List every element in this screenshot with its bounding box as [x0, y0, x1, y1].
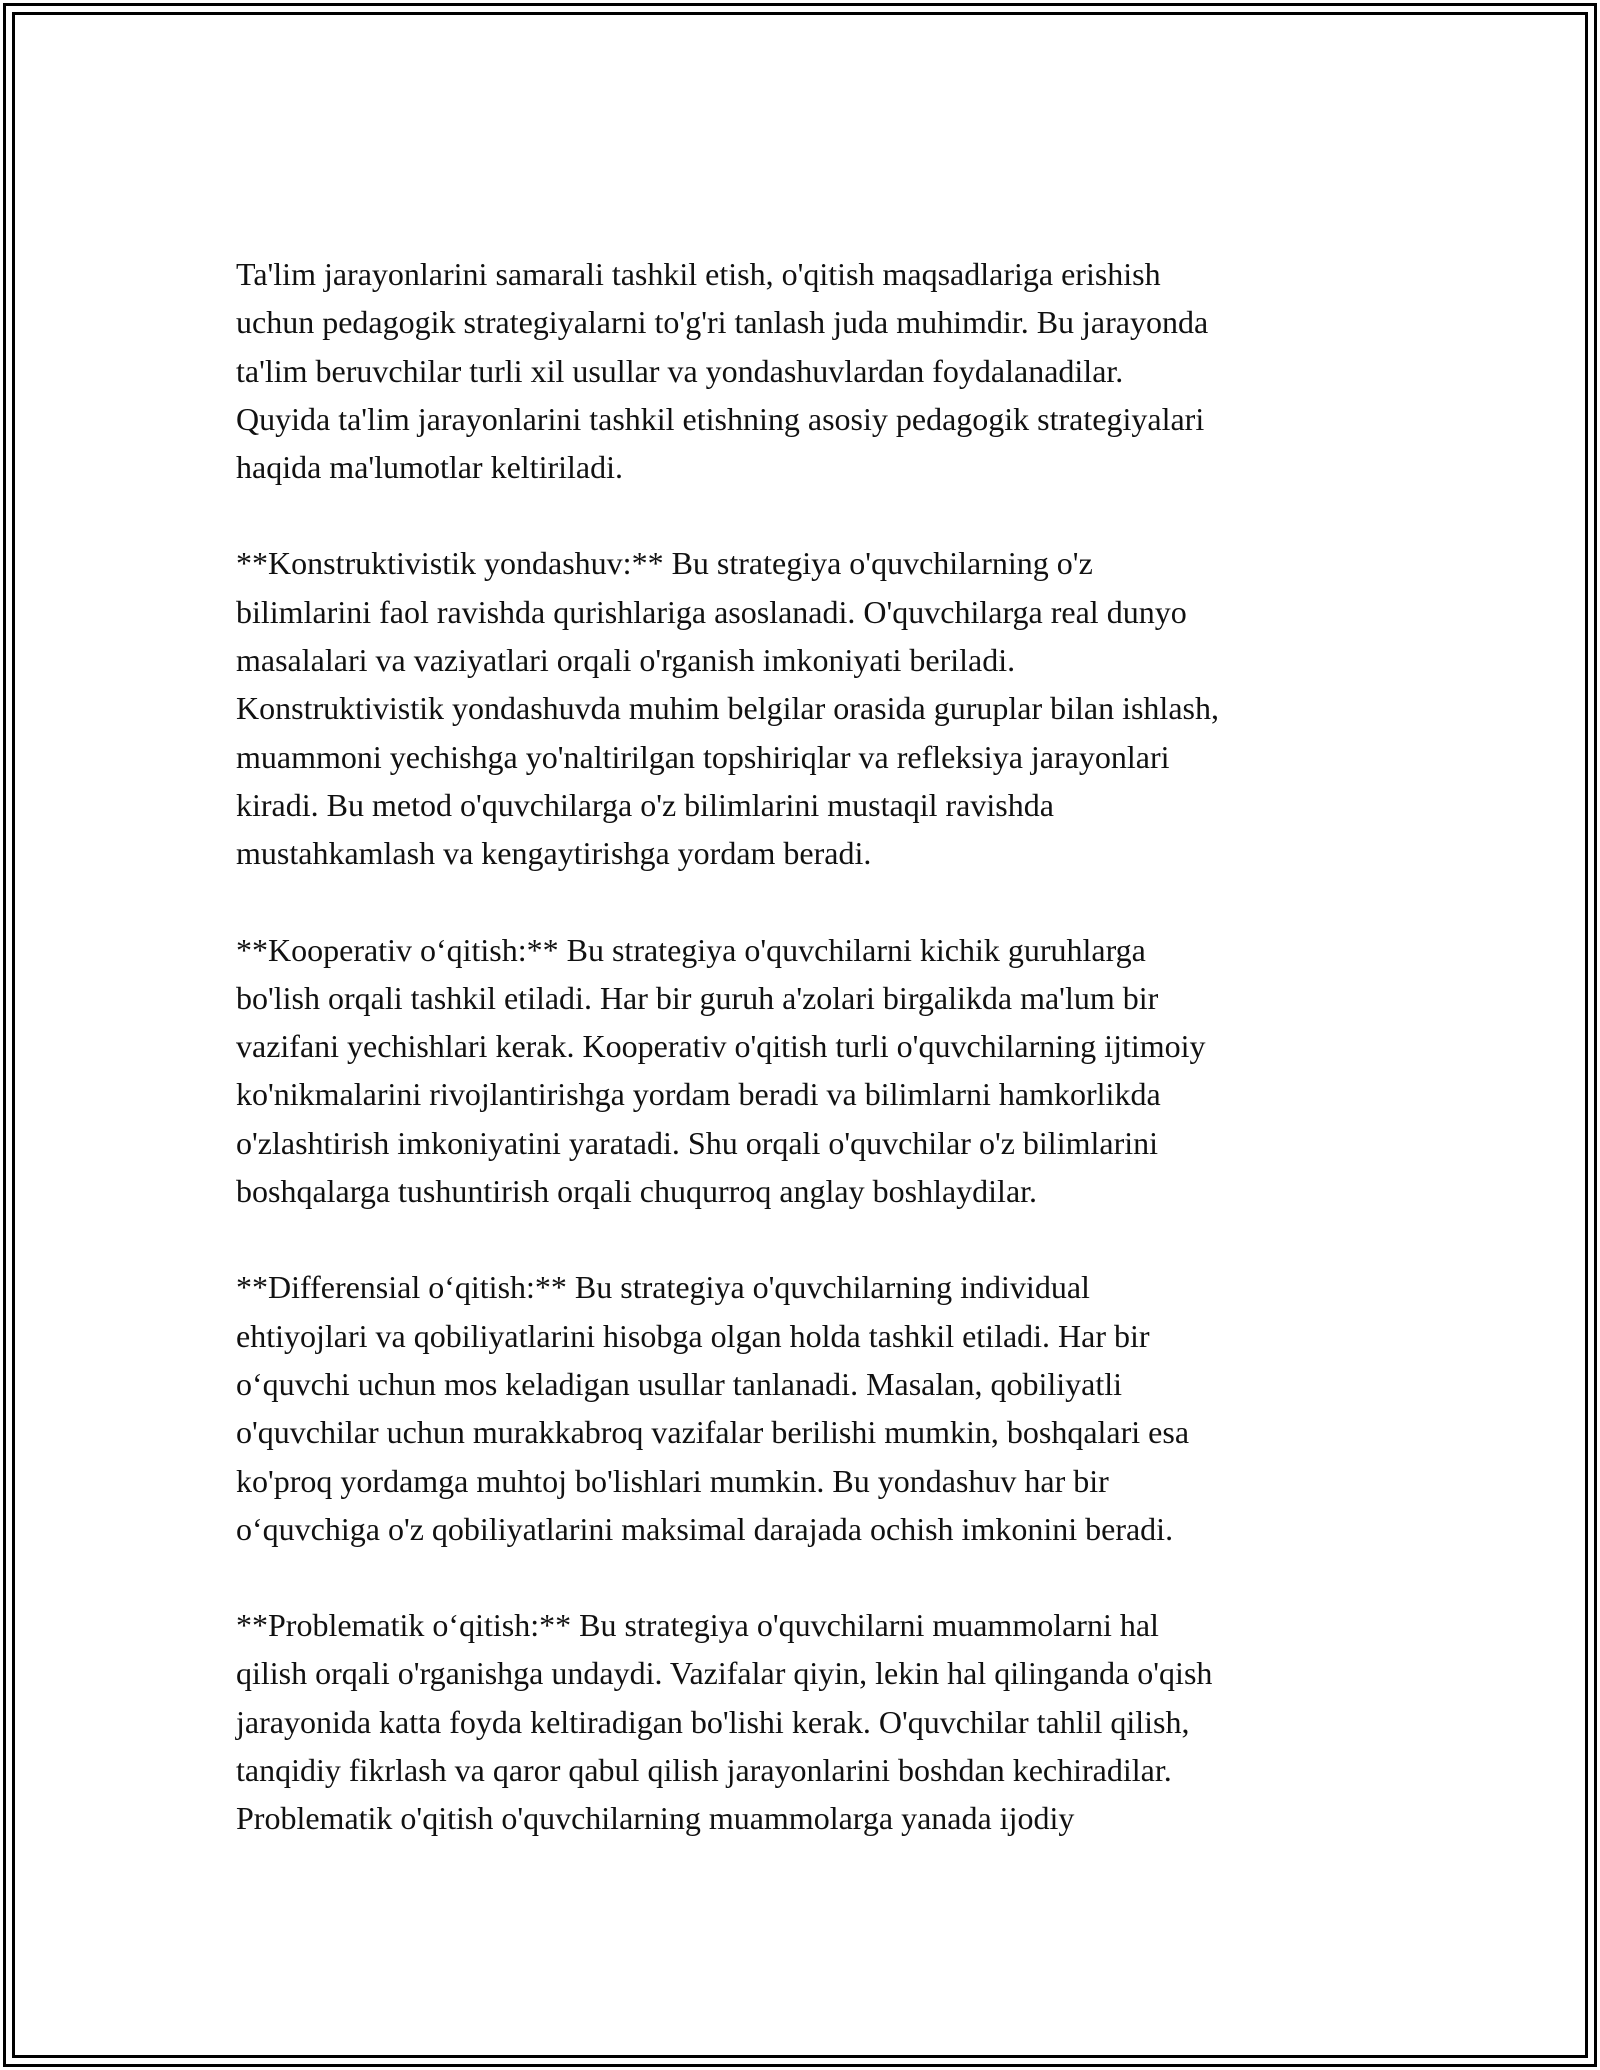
text-line: **Differensial o‘qitish:** Bu strategiya o'quvchilarning individual	[236, 1269, 1090, 1306]
text-line: masalalari va vaziyatlari orqali o'rganish imkoniyati beriladi.	[236, 642, 1016, 679]
text-line: Konstruktivistik yondashuvda muhim belgilar orasida guruplar bilan ishlash,	[236, 690, 1219, 727]
text-line: **Kooperativ o‘qitish:** Bu strategiya o'quvchilarni kichik guruhlarga	[236, 931, 1146, 968]
text-line: jarayonida katta foyda keltiradigan bo'lishi kerak. O'quvchilar tahlil qilish,	[236, 1703, 1190, 1740]
text-line: Quyida ta'lim jarayonlarini tashkil etishning asosiy pedagogik strategiyalari	[236, 400, 1205, 437]
text-line: bilimlarini faol ravishda qurishlariga asoslanadi. O'quvchilarga real dunyo	[236, 593, 1187, 630]
text-line: **Problematik o‘qitish:** Bu strategiya o'quvchilarni muammolarni hal	[236, 1607, 1159, 1644]
text-line: o‘quvchi uchun mos keladigan usullar tanlanadi. Masalan, qobiliyatli	[236, 1365, 1123, 1402]
text-line: **Konstruktivistik yondashuv:** Bu strategiya o'quvchilarning o'z	[236, 545, 1093, 582]
paragraph-problematik	[236, 1601, 1376, 1842]
text-line: muammoni yechishga yo'naltirilgan topshiriqlar va refleksiya jarayonlari	[236, 738, 1170, 775]
text-line: ehtiyojlari va qobiliyatlarini hisobga olgan holda tashkil etiladi. Har bir	[236, 1317, 1150, 1354]
text-line: bo'lish orqali tashkil etiladi. Har bir guruh a'zolari birgalikda ma'lum bir	[236, 979, 1159, 1016]
text-line: o‘quvchiga o'z qobiliyatlarini maksimal darajada ochish imkonini beradi.	[236, 1510, 1174, 1547]
paragraph-kooperativ	[236, 926, 1376, 1216]
text-line: uchun pedagogik strategiyalarni to'g'ri tanlash juda muhimdir. Bu jarayonda	[236, 304, 1209, 341]
text-line: ko'proq yordamga muhtoj bo'lishlari mumkin. Bu yondashuv har bir	[236, 1462, 1109, 1499]
text-line: boshqalarga tushuntirish orqali chuqurroq anglay boshlaydilar.	[236, 1173, 1038, 1210]
text-line: o'zlashtirish imkoniyatini yaratadi. Shu orqali o'quvchilar o'z bilimlarini	[236, 1124, 1158, 1161]
text-line: Problematik o'qitish o'quvchilarning muammolarga yanada ijodiy	[236, 1800, 1075, 1837]
text-line: ta'lim beruvchilar turli xil usullar va yondashuvlardan foydalanadilar.	[236, 352, 1124, 389]
text-line: qilish orqali o'rganishga undaydi. Vazifalar qiyin, lekin hal qilinganda o'qish	[236, 1655, 1213, 1692]
text-line: mustahkamlash va kengaytirishga yordam beradi.	[236, 835, 872, 872]
text-line: vazifani yechishlari kerak. Kooperativ o'qitish turli o'quvchilarning ijtimoiy	[236, 1028, 1206, 1065]
text-line: tanqidiy fikrlash va qaror qabul qilish jarayonlarini boshdan kechiradilar.	[236, 1752, 1172, 1789]
paragraph-konstruktivistik	[236, 539, 1376, 877]
text-line: haqida ma'lumotlar keltiriladi.	[236, 449, 623, 486]
paragraph-intro	[236, 250, 1376, 491]
paragraph-differensial	[236, 1263, 1376, 1553]
text-line: ko'nikmalarini rivojlantirishga yordam beradi va bilimlarni hamkorlikda	[236, 1076, 1161, 1113]
text-line: o'quvchilar uchun murakkabroq vazifalar berilishi mumkin, boshqalari esa	[236, 1414, 1190, 1451]
document-body	[236, 250, 1376, 1891]
text-line: kiradi. Bu metod o'quvchilarga o'z bilimlarini mustaqil ravishda	[236, 786, 1054, 823]
text-line: Ta'lim jarayonlarini samarali tashkil etish, o'qitish maqsadlariga erishish	[236, 256, 1161, 292]
